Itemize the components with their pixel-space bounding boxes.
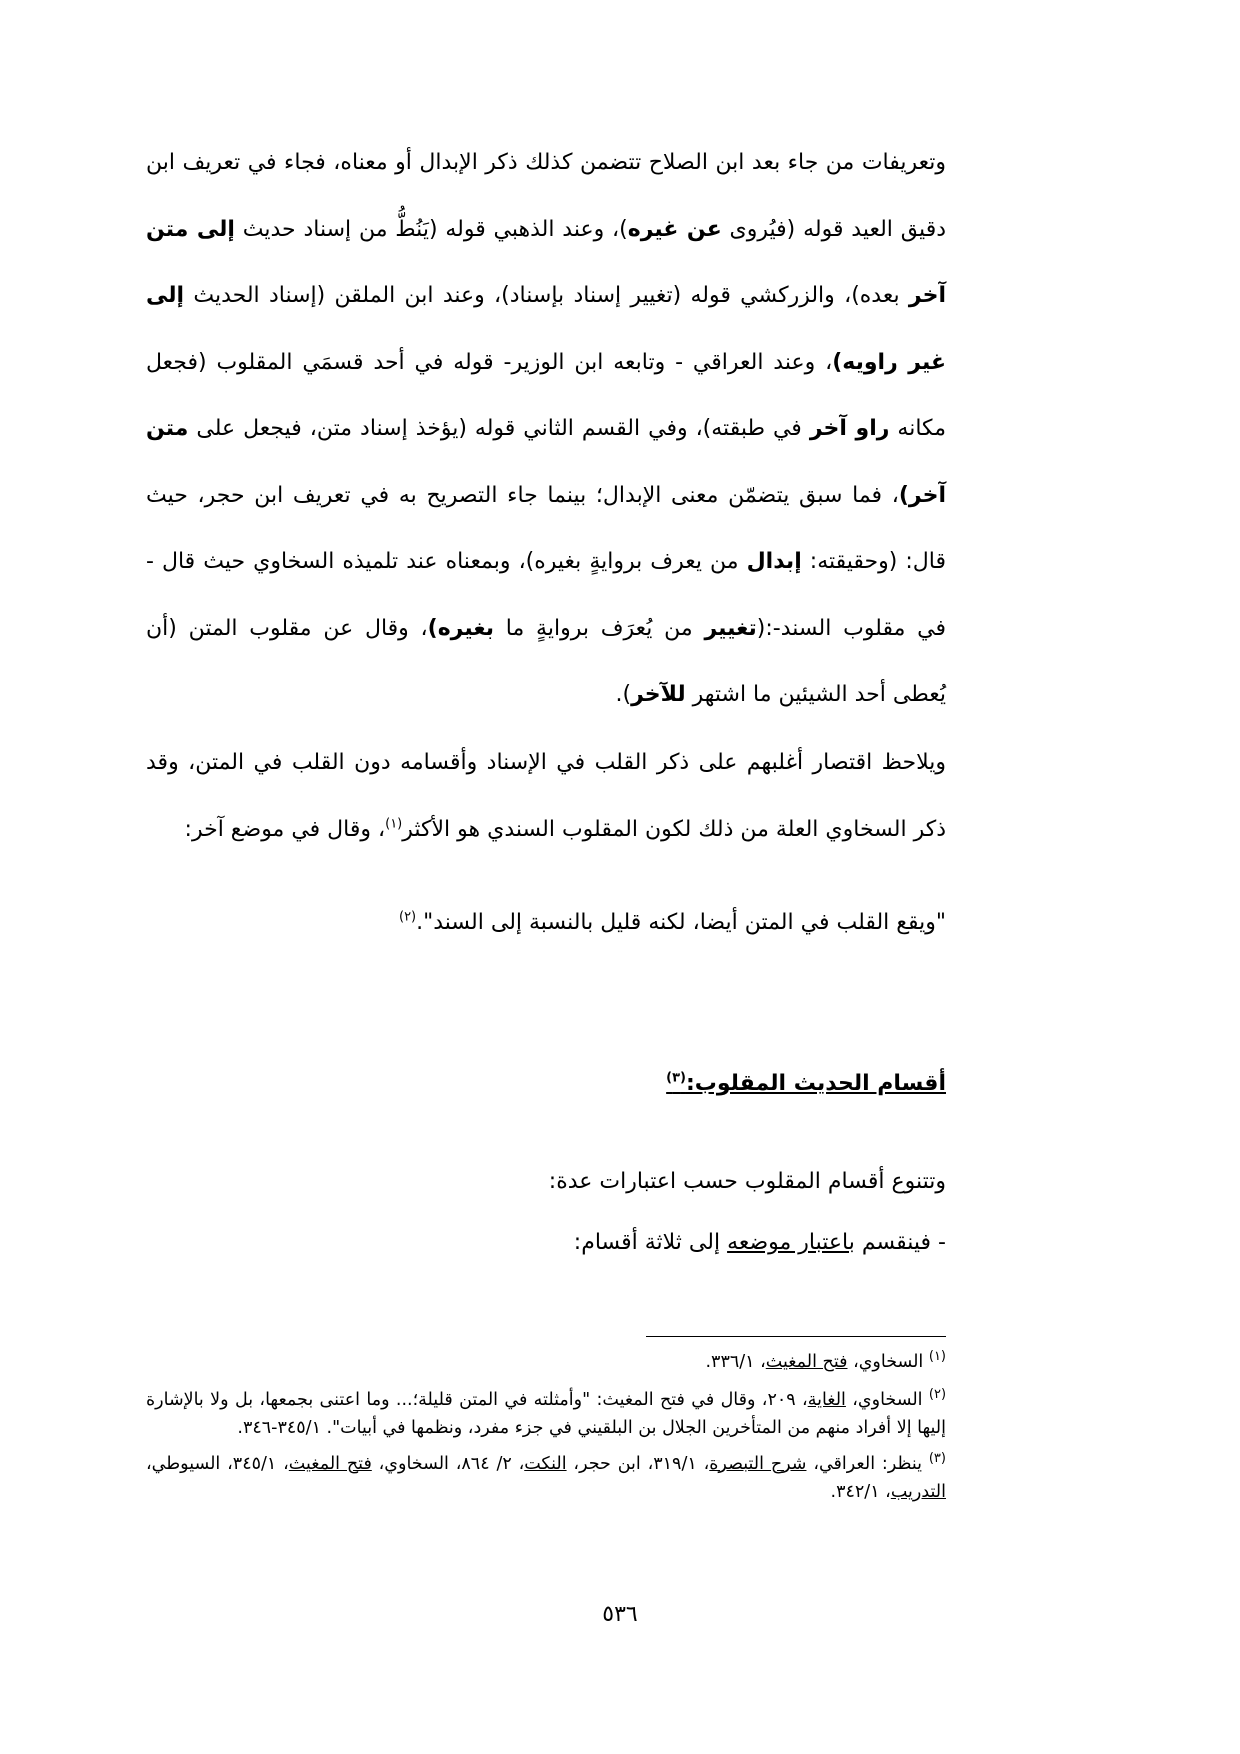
bold-phrase: بغيره) <box>427 615 495 641</box>
bold-phrase: عن غيره <box>627 216 722 242</box>
list-item-by-position <box>574 1226 946 1260</box>
footnote-ref-1[interactable]: (١) <box>385 816 403 832</box>
text-span: من يُعرَف بروايةٍ ما <box>494 615 705 641</box>
quotation-line <box>146 906 946 940</box>
bold-phrase: إبدال <box>746 549 802 574</box>
text-span: السخاوي، <box>847 1352 929 1372</box>
book-title: شرح التبصرة <box>709 1453 807 1474</box>
footnote-2 <box>146 1386 946 1443</box>
footnote-number: (٢) <box>928 1386 947 1402</box>
footnote-1 <box>146 1348 946 1377</box>
body-paragraph-definitions <box>146 130 946 729</box>
bold-phrase: للآخر <box>631 682 686 707</box>
text-span: ، فما سبق يتضمّن معنى الإبدال؛ بينما جاء التصريح به في تعريف ابن حجر، حيث قال: (وحقيقته: <box>146 482 946 574</box>
section-heading-text: أقسام الحديث المقلوب: <box>685 1071 946 1096</box>
footnote-ref-2[interactable]: (٢) <box>398 909 417 925</box>
bold-phrase: تغيير <box>704 615 757 641</box>
footnote-number: (٣) <box>928 1450 946 1466</box>
text-span: )، وعند الذهبي قوله (يَنُطُّ من إسناد حديث <box>234 216 628 242</box>
text-span: ينظر: العراقي، <box>806 1453 929 1474</box>
document-page <box>146 0 946 1754</box>
text-span: إلى ثلاثة أقسام: <box>573 1230 728 1255</box>
text-span: وتعريفات من جاء بعد ابن الصلاح تتضمن كذلك ذكر الإبدال أو معناه، فجاء في تعريف ابن دقيق العيد قوله (فيُروى <box>146 150 947 242</box>
section-heading <box>666 1067 946 1101</box>
text-span: ، وقال عن مقلوب المتن (أن يُعطى أحد الشيئين ما اشتهر <box>146 615 946 707</box>
underlined-phrase: باعتبار موضعه <box>727 1230 855 1255</box>
footnote-ref-3[interactable]: (٣) <box>666 1070 686 1086</box>
book-title: النكت <box>524 1453 567 1474</box>
book-title: الغاية <box>807 1389 846 1410</box>
bold-phrase: إلى متن آخر <box>146 216 946 308</box>
text-span: ، ٣٤٢/١. <box>830 1482 891 1502</box>
page-number: ٥٣٦ <box>602 1602 638 1627</box>
text-span: ). <box>615 682 632 707</box>
text-span: ويلاحظ اقتصار أغلبهم على ذكر القلب في الإسناد وأقسامه دون القلب في المتن، وقد ذكر السخاوي العلة من ذلك لكون المقلوب السندي هو الأكثر <box>146 750 946 842</box>
footnotes-section <box>146 1348 946 1507</box>
bold-phrase: متن آخر) <box>146 416 946 508</box>
text-span: - فينقسم <box>854 1230 946 1255</box>
bold-phrase: إلى غير راويه) <box>146 283 946 375</box>
quotation-text: "ويقع القلب في المتن أيضا، لكنه قليل بالنسبة إلى السند". <box>416 910 946 935</box>
intro-line: وتتنوع أقسام المقلوب حسب اعتبارات عدة: <box>548 1169 946 1194</box>
footnote-number: (١) <box>928 1349 946 1365</box>
text-span: ، وقال في موضع آخر: <box>184 816 386 842</box>
text-span: في طبقته)، وفي القسم الثاني قوله (يؤخذ إسناد متن، فيجعل على <box>188 416 810 441</box>
text-span: من يعرف بروايةٍ بغيره)، وبمعناه عند تلميذه السخاوي حيث قال - في مقلوب السند-:( <box>146 549 946 641</box>
book-title: فتح المغيث <box>765 1352 848 1372</box>
footnote-3 <box>146 1450 946 1507</box>
text-span: ، ٢٠٩، وقال في فتح المغيث: "وأمثلته في المتن قليلة؛... وما اعتنى بجمعها، بل ولا بالإشارة إليها إلا أفراد منهم من المتأخرين الجلال بن البلقيني في جزء مفرد، ونظمها في أبيات". ٣٤٥/١-٣٤٦. <box>146 1389 946 1438</box>
text-span: ، ٣٤٥/١، السيوطي، <box>146 1453 289 1474</box>
text-span: ، ٣٣٦/١. <box>705 1352 766 1372</box>
text-span: السخاوي، <box>845 1389 929 1410</box>
text-span: ، وعند العراقي - وتابعه ابن الوزير- قوله في أحد قسمَي المقلوب (فجعل مكانه <box>146 349 946 441</box>
text-span: ، ٣١٩/١، ابن حجر، <box>566 1453 710 1474</box>
text-span: ، ٢/ ٨٦٤، السخاوي، <box>371 1453 525 1474</box>
text-span: بعده)، والزركشي قوله (تغيير إسناد بإسناد)، وعند ابن الملقن (إسناد الحديث <box>184 283 909 308</box>
bold-phrase: راو آخر <box>809 416 890 441</box>
book-title: فتح المغيث <box>288 1453 372 1474</box>
body-paragraph-observation <box>146 730 946 863</box>
footnote-separator <box>646 1336 946 1337</box>
book-title: التدريب <box>890 1482 946 1502</box>
